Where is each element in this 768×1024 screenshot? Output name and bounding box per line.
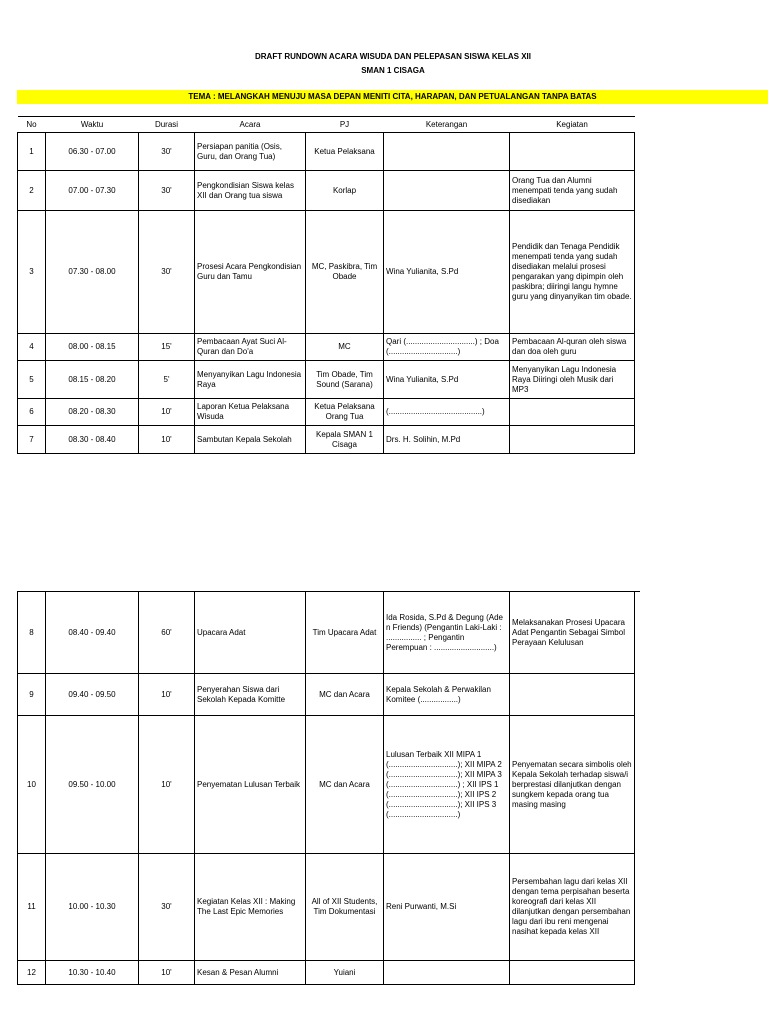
cell-keterangan: Drs. H. Solihin, M.Pd <box>384 426 510 454</box>
cell-kegiatan <box>510 426 635 454</box>
cell-kegiatan: Pembacaan Al-quran oleh siswa dan doa oleh guru <box>510 334 635 361</box>
cell-kegiatan: Melaksanakan Prosesi Upacara Adat Pengantin Sebagai Simbol Perayaan Kelulusan <box>510 592 635 674</box>
cell-keterangan <box>384 961 510 985</box>
cell-pj: All of XII Students, Tim Dokumentasi <box>306 854 384 961</box>
cell-waktu: 06.30 - 07.00 <box>46 133 139 171</box>
cell-kegiatan <box>510 674 635 716</box>
cell-waktu: 07.30 - 08.00 <box>46 211 139 334</box>
cell-acara: Pengkondisian Siswa kelas XII dan Orang tua siswa <box>195 171 306 211</box>
cell-keterangan <box>384 133 510 171</box>
table-row <box>18 171 635 211</box>
cell-waktu: 07.00 - 07.30 <box>46 171 139 211</box>
cell-keterangan: Wina Yulianita, S.Pd <box>384 211 510 334</box>
cell-kegiatan: Pendidik dan Tenaga Pendidik menempati tenda yang sudah disediakan melalui prosesi pengarakan yang dipimpin oleh paskibra; diiringi langu hymne guru yang dinyanyikan tim obade. <box>510 211 635 334</box>
cell-durasi: 30' <box>139 211 195 334</box>
col-header-durasi: Durasi <box>139 117 195 133</box>
cell-durasi: 30' <box>139 854 195 961</box>
cell-acara: Penyerahan Siswa dari Sekolah Kepada Komitte <box>195 674 306 716</box>
cell-pj: MC dan Acara <box>306 716 384 854</box>
cell-waktu: 08.20 - 08.30 <box>46 399 139 426</box>
table-row <box>18 426 635 454</box>
cell-durasi: 60' <box>139 592 195 674</box>
cell-acara: Penyematan Lulusan Terbaik <box>195 716 306 854</box>
cell-keterangan: Qari (...............................) ; Doa (...............................) <box>384 334 510 361</box>
cell-durasi: 10' <box>139 961 195 985</box>
cell-keterangan: Kepala Sekolah & Perwakilan Komitee (.................) <box>384 674 510 716</box>
cell-pj: Yuiani <box>306 961 384 985</box>
cell-no: 11 <box>18 854 46 961</box>
col-header-waktu: Waktu <box>46 117 139 133</box>
cell-no: 2 <box>18 171 46 211</box>
cell-acara: Menyanyikan Lagu Indonesia Raya <box>195 361 306 399</box>
cell-keterangan: Ida Rosida, S.Pd & Degung (Ade n Friends) (Pengantin Laki-Laki : ................ ; Pengantin Perempuan : ...........................) <box>384 592 510 674</box>
cell-durasi: 10' <box>139 399 195 426</box>
cell-durasi: 10' <box>139 426 195 454</box>
table-row <box>18 961 635 985</box>
cell-kegiatan: Orang Tua dan Alumni menempati tenda yang sudah disediakan <box>510 171 635 211</box>
table-row <box>18 361 635 399</box>
cell-kegiatan: Penyematan secara simbolis oleh Kepala Sekolah terhadap siswa/i berprestasi dilanjutkan dengan sungkem kepada orang tua masing masing <box>510 716 635 854</box>
document-title: DRAFT RUNDOWN ACARA WISUDA DAN PELEPASAN SISWA KELAS XII <box>255 52 531 61</box>
table-row <box>18 716 635 854</box>
cell-no: 9 <box>18 674 46 716</box>
col-header-keterangan: Keterangan <box>384 117 510 133</box>
cell-acara: Persiapan panitia (Osis, Guru, dan Orang Tua) <box>195 133 306 171</box>
cell-acara: Kesan & Pesan Alumni <box>195 961 306 985</box>
cell-no: 7 <box>18 426 46 454</box>
cell-no: 6 <box>18 399 46 426</box>
cell-durasi: 30' <box>139 171 195 211</box>
cell-acara: Kegiatan Kelas XII : Making The Last Epic Memories <box>195 854 306 961</box>
cell-no: 8 <box>18 592 46 674</box>
theme-banner: TEMA : MELANGKAH MENUJU MASA DEPAN MENITI CITA, HARAPAN, DAN PETUALANGAN TANPA BATAS <box>17 90 768 104</box>
table-row <box>18 133 635 171</box>
table-row <box>18 854 635 961</box>
cell-durasi: 5' <box>139 361 195 399</box>
table-header <box>18 117 635 133</box>
table-row <box>18 211 635 334</box>
col-header-acara: Acara <box>195 117 306 133</box>
table-row <box>18 592 635 674</box>
cell-pj: Kepala SMAN 1 Cisaga <box>306 426 384 454</box>
cell-waktu: 09.40 - 09.50 <box>46 674 139 716</box>
cell-kegiatan: Persembahan lagu dari kelas XII dengan tema perpisahan beserta koreografi dari kelas XII dilanjutkan dengan persembahan lagu dari ibu reni mengenai nasihat kepada kelas XII <box>510 854 635 961</box>
cell-keterangan: Lulusan Terbaik XII MIPA 1 (...............................); XII MIPA 2 (...............................); XII MIPA 3 (...............................) ; XII IPS 1 (...............................); XII IPS 2 (...............................); XII IPS 3 (...............................) <box>384 716 510 854</box>
cell-waktu: 08.00 - 08.15 <box>46 334 139 361</box>
cell-pj: Ketua Pelaksana <box>306 133 384 171</box>
cell-kegiatan: Menyanyikan Lagu Indonesia Raya Diiringi oleh Musik dari MP3 <box>510 361 635 399</box>
cell-acara: Sambutan Kepala Sekolah <box>195 426 306 454</box>
cell-pj: MC dan Acara <box>306 674 384 716</box>
cell-no: 1 <box>18 133 46 171</box>
cell-keterangan <box>384 171 510 211</box>
cell-waktu: 10.30 - 10.40 <box>46 961 139 985</box>
school-name: SMAN 1 CISAGA <box>361 66 425 75</box>
table-row <box>18 674 635 716</box>
cell-kegiatan <box>510 961 635 985</box>
cell-no: 4 <box>18 334 46 361</box>
schedule-table-part2 <box>17 591 635 985</box>
cell-acara: Pembacaan Ayat Suci Al-Quran dan Do'a <box>195 334 306 361</box>
col-header-kegiatan: Kegiatan <box>510 117 635 133</box>
cell-acara: Laporan Ketua Pelaksana Wisuda <box>195 399 306 426</box>
cell-waktu: 08.40 - 09.40 <box>46 592 139 674</box>
cell-kegiatan <box>510 133 635 171</box>
cell-no: 12 <box>18 961 46 985</box>
cell-pj: Ketua Pelaksana Orang Tua <box>306 399 384 426</box>
cell-waktu: 08.15 - 08.20 <box>46 361 139 399</box>
cell-no: 3 <box>18 211 46 334</box>
cell-pj: Korlap <box>306 171 384 211</box>
table-row <box>18 334 635 361</box>
col-header-no: No <box>18 117 46 133</box>
table-row <box>18 399 635 426</box>
cell-keterangan: Wina Yulianita, S.Pd <box>384 361 510 399</box>
cell-waktu: 10.00 - 10.30 <box>46 854 139 961</box>
cell-keterangan: Reni Purwanti, M.Si <box>384 854 510 961</box>
cell-no: 5 <box>18 361 46 399</box>
schedule-table-part1 <box>17 116 635 454</box>
cell-durasi: 15' <box>139 334 195 361</box>
cell-acara: Prosesi Acara Pengkondisian Guru dan Tamu <box>195 211 306 334</box>
cell-no: 10 <box>18 716 46 854</box>
cell-durasi: 10' <box>139 716 195 854</box>
cell-waktu: 08.30 - 08.40 <box>46 426 139 454</box>
cell-durasi: 10' <box>139 674 195 716</box>
cell-acara: Upacara Adat <box>195 592 306 674</box>
cell-pj: Tim Upacara Adat <box>306 592 384 674</box>
cell-keterangan: (..........................................) <box>384 399 510 426</box>
cell-kegiatan <box>510 399 635 426</box>
cell-waktu: 09.50 - 10.00 <box>46 716 139 854</box>
cell-pj: Tim Obade, Tim Sound (Sarana) <box>306 361 384 399</box>
cell-durasi: 30' <box>139 133 195 171</box>
cell-pj: MC, Paskibra, Tim Obade <box>306 211 384 334</box>
cell-pj: MC <box>306 334 384 361</box>
col-header-pj: PJ <box>306 117 384 133</box>
